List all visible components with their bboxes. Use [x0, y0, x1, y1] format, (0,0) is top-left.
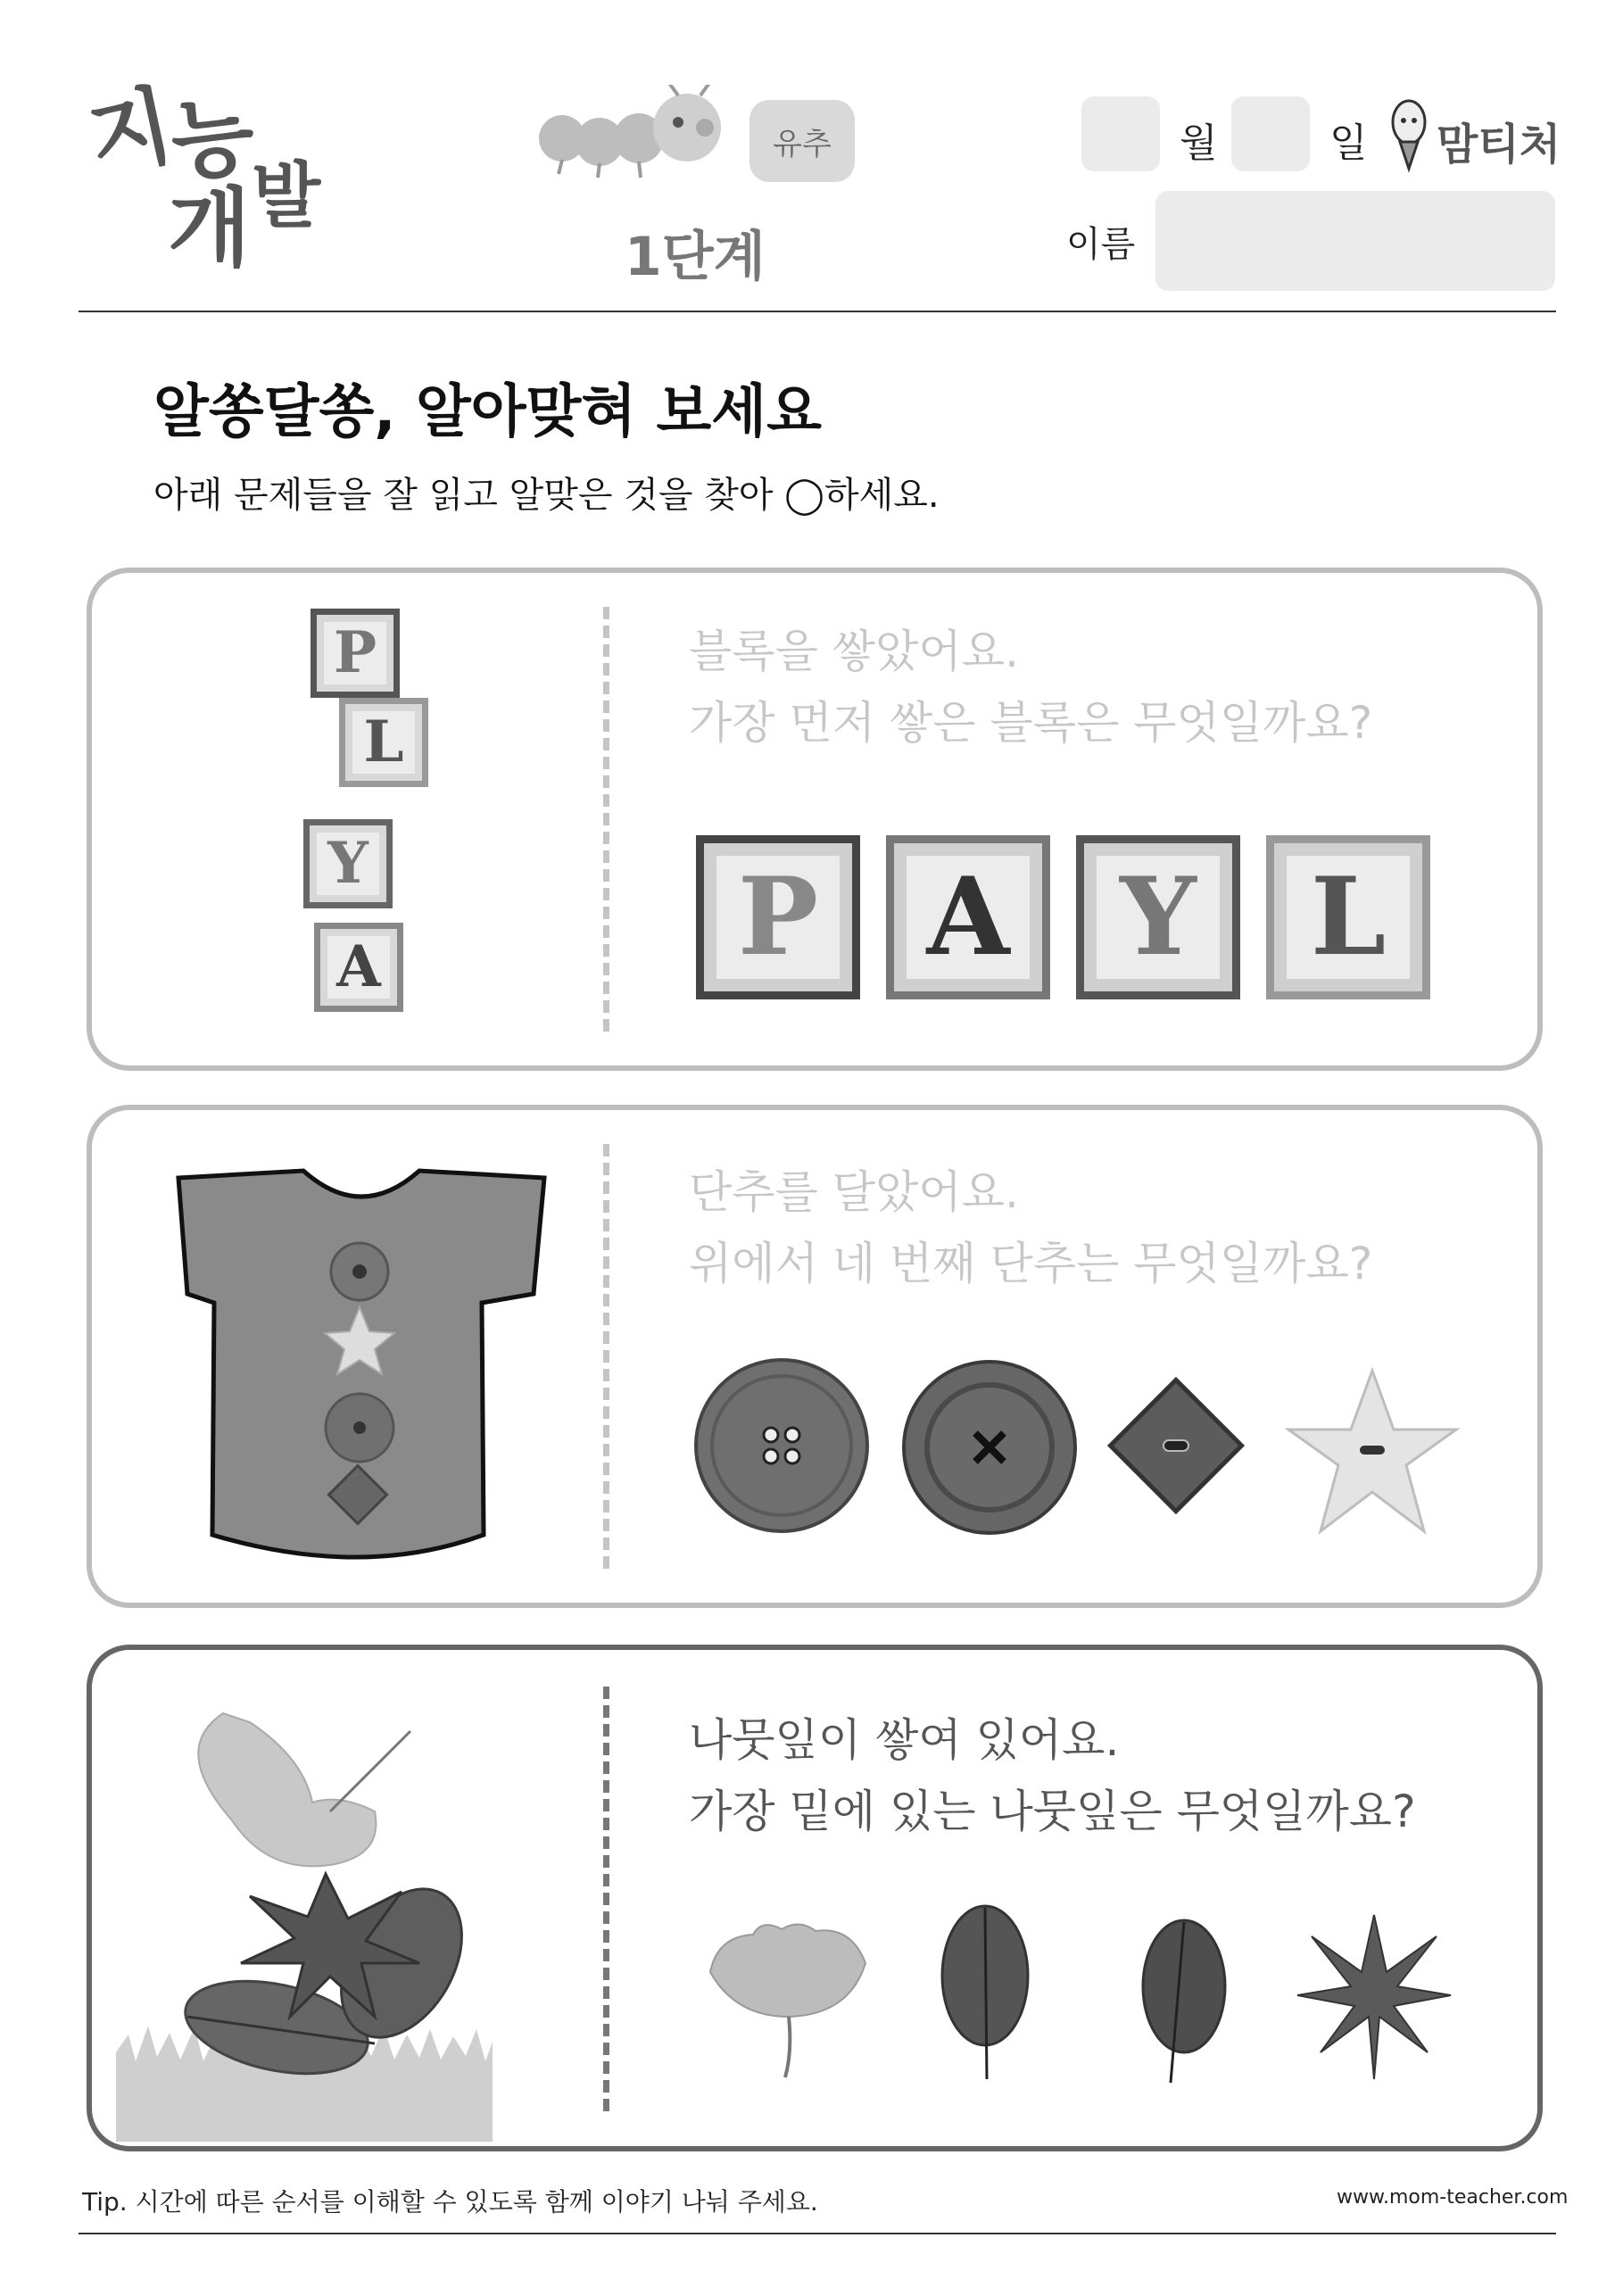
stacked-block [311, 609, 400, 698]
round-button-icon[interactable] [692, 1356, 871, 1535]
instruction-text: 아래 문제들을 잘 읽고 알맞은 것을 찾아 ◯하세요. [153, 475, 940, 516]
question-line: 나뭇잎이 쌓여 있어요. [689, 1714, 1120, 1766]
block-letter: A [336, 933, 381, 1000]
logo [79, 74, 339, 278]
block-letter: L [1310, 854, 1387, 980]
oval-leaf-icon[interactable] [1135, 1917, 1233, 2086]
question-line: 단추를 달았어요. [689, 1166, 1019, 1218]
day-label: 일 [1329, 120, 1368, 166]
level-label: 1단계 [625, 226, 766, 288]
panel-divider [603, 1144, 609, 1569]
block-letter: P [737, 854, 819, 980]
stacked-block [339, 698, 428, 787]
ginkgo-leaf-icon [198, 1713, 376, 1866]
stacked-block [314, 923, 403, 1012]
block-letter: A [926, 854, 1010, 980]
oval-leaf-icon[interactable] [932, 1904, 1039, 2083]
star-button-icon[interactable] [1283, 1365, 1462, 1544]
logo-char: 지 [79, 74, 182, 190]
footer-divider [79, 2233, 1556, 2234]
panel-divider [603, 607, 609, 1032]
stacked-block [303, 819, 393, 908]
tip-text: Tip. 시간에 따른 순서를 이해할 수 있도록 함께 이야기 나눠 주세요. [82, 2187, 818, 2217]
website-link[interactable]: www.mom-teacher.com [1337, 2186, 1569, 2209]
leaf-pile-illustration [116, 1695, 562, 2142]
block-letter: Y [327, 830, 368, 897]
page-title: 알쏭달쏭, 알아맞혀 보세요 [153, 379, 822, 445]
day-input[interactable] [1231, 96, 1310, 171]
question-line: 가장 먼저 쌓은 블록은 무엇일까요? [689, 697, 1373, 749]
block-letter: Y [1120, 854, 1197, 980]
tshirt-icon [170, 1160, 562, 1571]
question-text-3 [689, 1704, 1416, 1847]
question-line: 위에서 네 번째 단추는 무엇일까요? [689, 1238, 1373, 1289]
question-line: 블록을 쌓았어요. [689, 626, 1019, 677]
ginkgo-leaf-icon[interactable] [700, 1919, 878, 2079]
diamond-button-icon[interactable] [1097, 1367, 1255, 1524]
category-badge: 유추 [749, 100, 855, 182]
brand-name: 맘티처 [1437, 120, 1561, 170]
name-input[interactable] [1155, 191, 1555, 291]
question-text-1 [689, 616, 1372, 758]
choice-block-2[interactable] [886, 835, 1050, 999]
logo-char: 개 [168, 178, 251, 278]
block-letter: P [333, 619, 377, 686]
name-label: 이름 [1066, 224, 1136, 265]
block-letter: L [363, 709, 404, 775]
question-text-2 [689, 1156, 1372, 1299]
month-input[interactable] [1081, 96, 1160, 171]
question-line: 가장 밑에 있는 나뭇잎은 무엇일까요? [689, 1786, 1416, 1837]
header-divider [79, 311, 1556, 312]
pencil-character-icon [1387, 94, 1432, 174]
logo-char: 발 [252, 154, 321, 237]
month-label: 월 [1180, 120, 1218, 166]
choice-block-3[interactable] [1076, 835, 1240, 999]
caterpillar-icon [535, 85, 749, 201]
choice-block-4[interactable] [1266, 835, 1430, 999]
brand-logo [1387, 94, 1566, 174]
logo-char: 능 [166, 85, 260, 194]
panel-divider [603, 1687, 609, 2111]
maple-leaf-icon[interactable] [1294, 1910, 1454, 2088]
large-round-button-icon[interactable] [900, 1358, 1079, 1537]
choice-block-1[interactable] [696, 835, 860, 999]
